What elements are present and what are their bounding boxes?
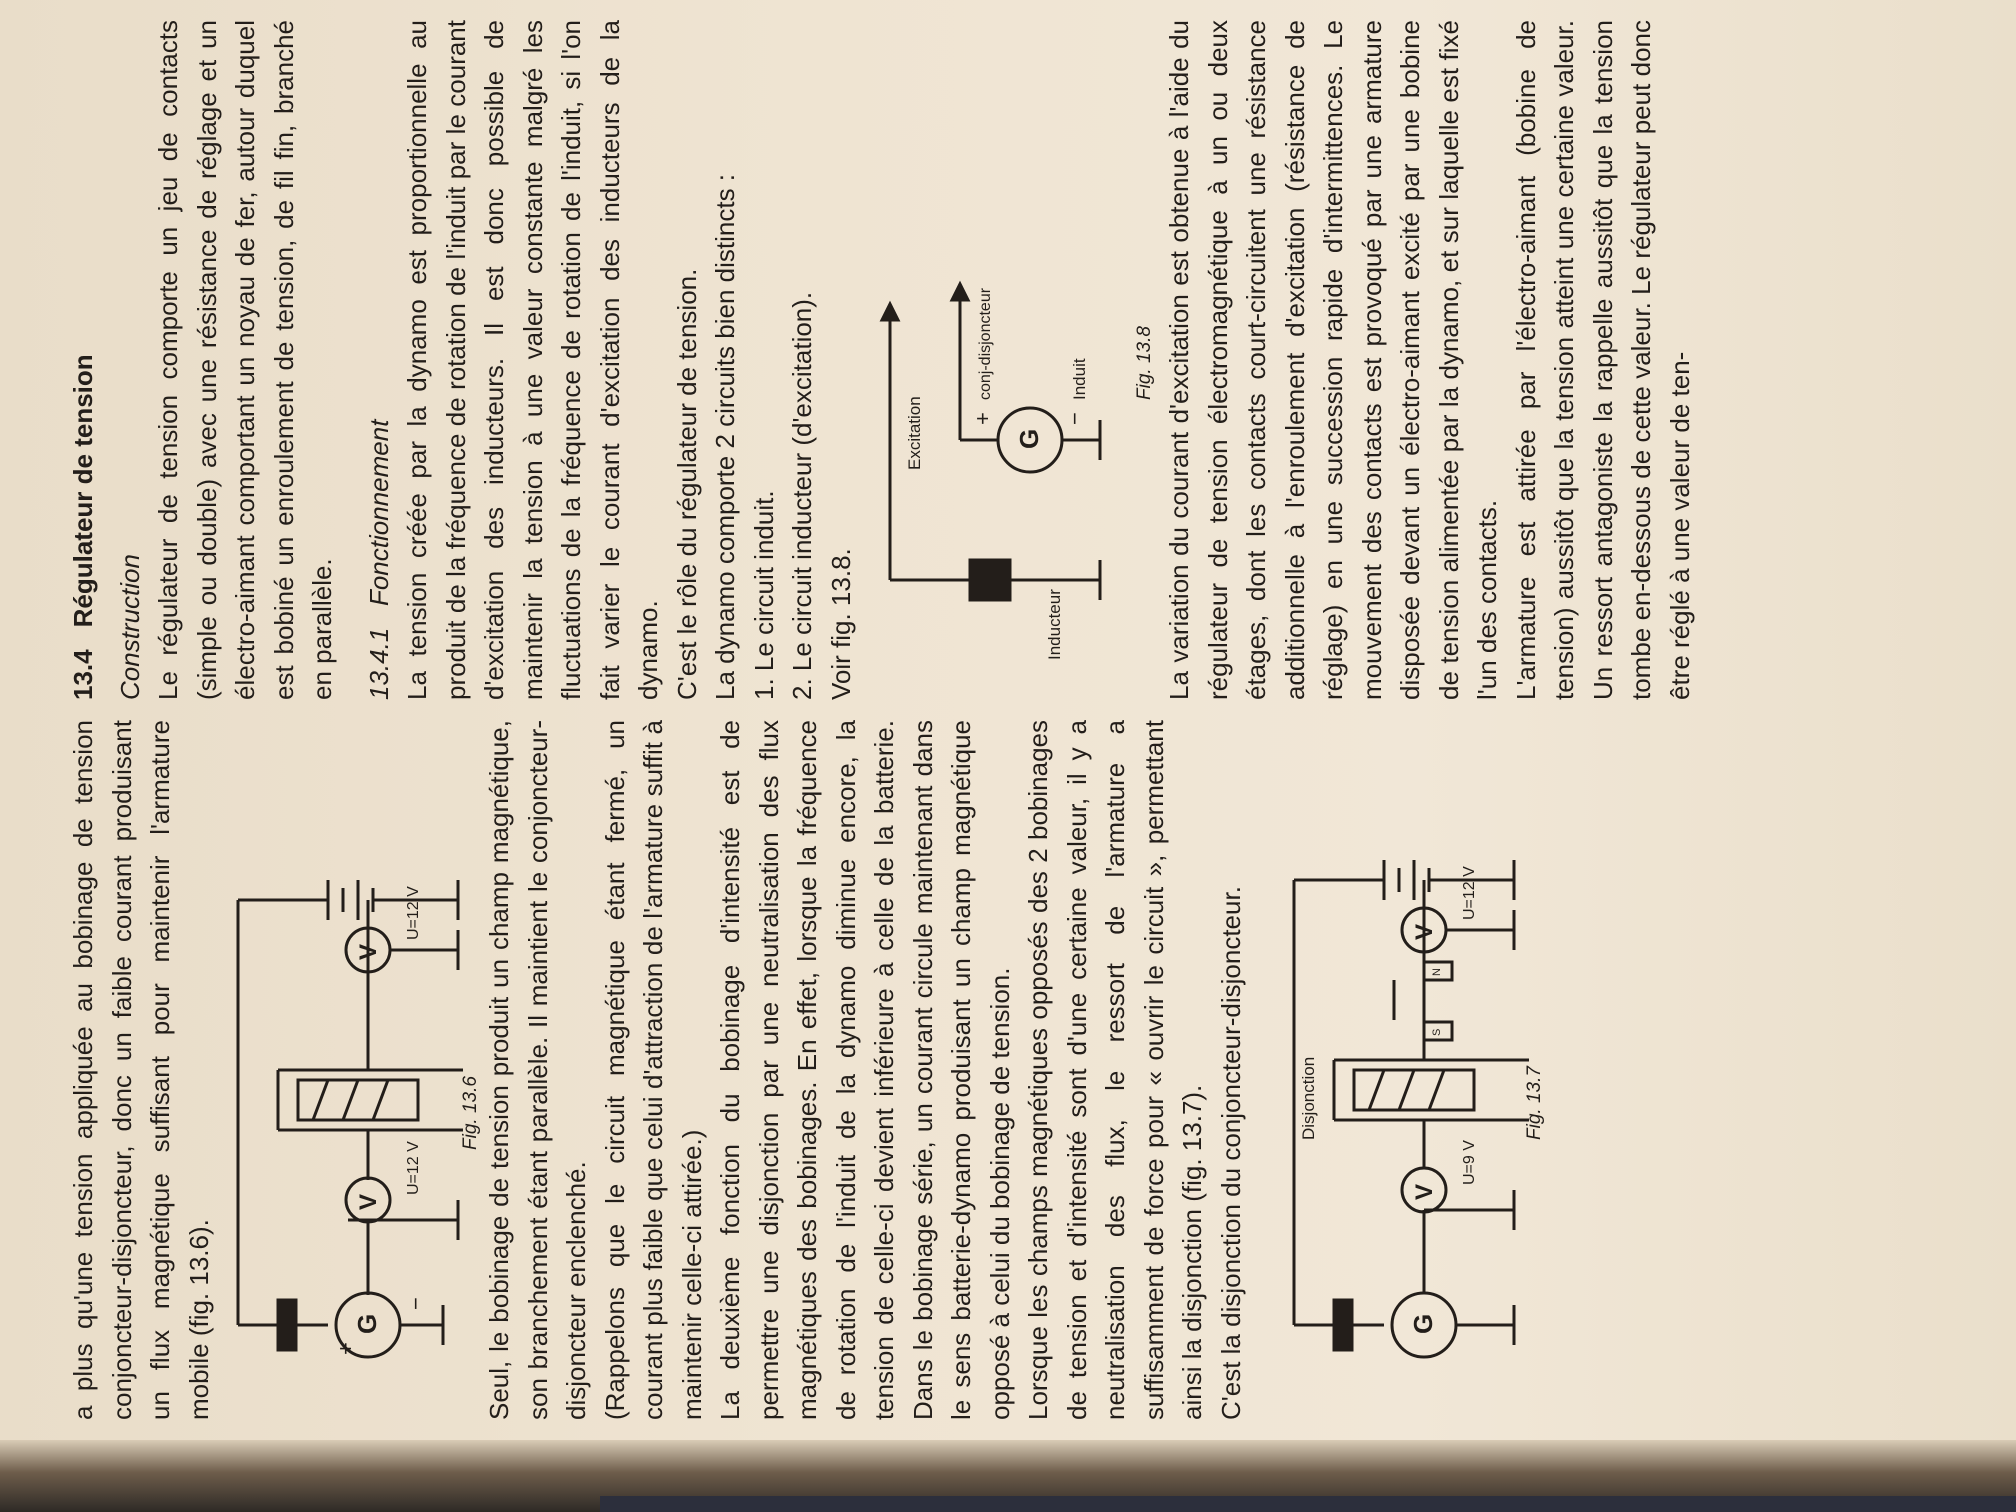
voltage-label: U=12 V xyxy=(405,1141,422,1195)
voltage-label: U=9 V xyxy=(1461,1140,1478,1185)
subsection-number: 13.4.1 xyxy=(363,627,394,700)
paragraph: La deuxième fonction du bobinage d'intensité est de permettre une disjonction par une neutralisation des flux magnétiques des bobinages. En effet, lorsque la fréquence de rotation de l'induit de la dynamo diminue encore, la tension de celle-ci devient inférieure à celle de la batterie. Dans le bobinage série, un courant circule maintenant dans le sens batterie-dynamo produisant un champ magnétique opposé à celui du bobinage de tension. xyxy=(715,720,1015,1420)
circuit-diagram-13-7 xyxy=(1274,720,1544,1420)
voltage-label: U=12 V xyxy=(1461,866,1478,920)
rotated-content xyxy=(24,0,1944,1500)
figure-13-7 xyxy=(1274,720,1544,1420)
excitation-label: Excitation xyxy=(905,396,924,470)
circuit-diagram-13-6 xyxy=(218,720,480,1420)
svg-text:G: G xyxy=(1014,428,1044,449)
circuit-diagram-13-8 xyxy=(860,20,1160,700)
list-item: Voir fig. 13.8. xyxy=(825,548,856,700)
svg-text:+: + xyxy=(970,412,995,425)
conj-label: conj-disjoncteur xyxy=(977,287,994,400)
svg-text:−: − xyxy=(1062,412,1087,425)
svg-text:G: G xyxy=(352,1313,382,1334)
subheading: Construction xyxy=(114,554,145,700)
figure-13-6 xyxy=(218,720,480,1420)
figure-caption: Fig. 13.6 xyxy=(460,1076,480,1150)
disjonction-label: Disjonction xyxy=(1299,1056,1318,1140)
left-column xyxy=(64,720,1544,1420)
right-column xyxy=(64,20,1699,700)
paragraph: Le régulateur de tension comporte un jeu de contacts (simple ou double) avec une résistance de réglage et un électro-aimant comportant un noyau de fer, autour duquel est bobiné un enroulement de tension, de fil fin, branché en parallèle. xyxy=(153,20,337,700)
list-item: 1. Le circuit induit. xyxy=(748,490,779,700)
paragraph: Lorsque les champs magnétiques opposés des 2 bobinages de tension et d'intensité sont d'une certaine valeur, il y a neutralisation des flux, le ressort de l'armature a suffisamment de force pour « ouvrir le circuit », permettant ainsi la disjonction (fig. 13.7). xyxy=(1023,720,1207,1420)
subsection-heading xyxy=(360,20,399,700)
figure-caption: Fig. 13.8 xyxy=(1134,326,1155,400)
subsection-title: Fonctionnement xyxy=(363,419,394,607)
induit-label: Induit xyxy=(1070,358,1089,400)
section-number: 13.4 xyxy=(68,649,98,700)
figure-caption: Fig. 13.7 xyxy=(1524,1066,1544,1140)
paragraph: L'armature est attirée par l'électro-aimant (bobine de tension) aussitôt que la tension atteint une certaine valeur. Un ressort antagoniste la rappelle aussitôt que la tension tombe en-dessous de cette valeur. Le régulateur peut donc être réglé à une valeur de ten- xyxy=(1510,20,1695,700)
svg-text:V: V xyxy=(355,943,382,960)
binding-edge xyxy=(600,1496,2016,1512)
svg-text:G: G xyxy=(1408,1313,1438,1334)
paragraph: (Rappelons que le circuit magnétique étant fermé, un courant plus faible que celui d'attraction de l'armature suffit à maintenir celle-ci attirée.) xyxy=(599,720,707,1420)
paragraph: Seul, le bobinage de tension produit un champ magnétique, son branchement étant parallèle. Il maintient le conjoncteur-disjoncteur enclenché. xyxy=(484,720,591,1420)
svg-text:V: V xyxy=(1411,923,1438,940)
section-heading xyxy=(64,20,103,700)
svg-text:+: + xyxy=(333,1342,358,1355)
svg-text:S: S xyxy=(1431,1028,1443,1036)
paragraph: La dynamo comporte 2 circuits bien distincts : xyxy=(710,173,740,700)
paragraph: La tension créée par la dynamo est proportionnelle au produit de la fréquence de rotation de l'induit par le courant d'excitation des inducteurs. Il est donc possible de maintenir la tension à une valeur constante malgré les fluctuations de la fréquence de rotation de l'induit, si l'on fait varier le courant d'excitation des inducteurs de la dynamo. xyxy=(402,20,663,700)
inducteur-label: Inducteur xyxy=(1045,589,1064,660)
svg-text:−: − xyxy=(403,1297,428,1310)
svg-text:V: V xyxy=(355,1193,382,1210)
section-title: Régulateur de tension xyxy=(68,354,98,628)
paragraph: C'est la disjonction du conjoncteur-disjoncteur. xyxy=(1215,886,1246,1420)
svg-text:N: N xyxy=(1431,968,1443,976)
paragraph: La variation du courant d'excitation est obtenue à l'aide du régulateur de tension électromagnétique à un ou deux étages, dont les contacts court-circuitent une résistance additionnelle à l'enroulement d'excitation (résistance de réglage) en une succession rapide d'intermittences. Le mouvement des contacts est provoqué par une armature disposée devant un électro-aimant excité par une bobine de tension alimentée par la dynamo, et sur laquelle est fixé l'un des contacts. xyxy=(1164,20,1502,700)
list-item: 2. Le circuit inducteur (d'excitation). xyxy=(787,291,817,700)
paragraph: C'est le rôle du régulateur de tension. xyxy=(671,268,702,700)
paragraph: a plus qu'une tension appliquée au bobinage de tension conjoncteur-disjoncteur, donc un faible courant produisant un flux magnétique suffisant pour maintenir l'armature mobile (fig. 13.6). xyxy=(68,720,214,1420)
voltage-label: U=12 V xyxy=(405,886,422,940)
figure-13-8 xyxy=(860,20,1160,700)
svg-text:V: V xyxy=(1411,1183,1438,1200)
